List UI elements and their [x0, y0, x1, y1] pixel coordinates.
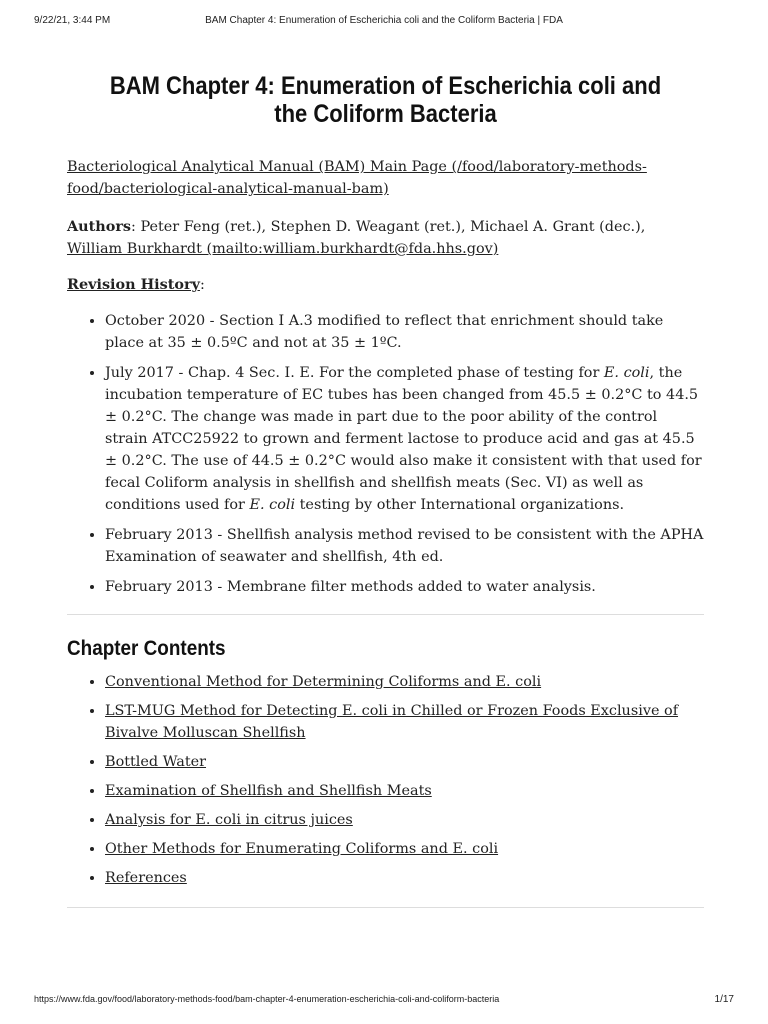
author-email-link[interactable]: William Burkhardt (mailto:william.burkhardt@fda.hhs.gov): [67, 241, 499, 257]
main-page-paragraph: [67, 156, 704, 200]
print-page-title: BAM Chapter 4: Enumeration of Escherichia coli and the Coliform Bacteria | FDA: [205, 15, 563, 26]
toc-link-citrus-juices[interactable]: Analysis for E. coli in citrus juices: [105, 812, 353, 828]
revision-text: , the incubation temperature of EC tubes has been changed from 45.5 ± 0.2°C to 44.5 ± 0.2°C. The change was made in part due to the poor ability of the control strain ATCC25922 to grown and ferment lactose to produce acid and gas at 45.5 ± 0.2°C. The use of 44.5 ± 0.2°C would also make it consistent with that used for fecal Coliform analysis in shellfish and shellfish meats (Sec. VI) as well as conditions used for: [105, 365, 702, 513]
revision-text: testing by other International organizations.: [295, 497, 625, 513]
article-content: [67, 72, 704, 908]
revision-item: [105, 362, 704, 516]
print-footer: [34, 994, 734, 1008]
print-header: [34, 15, 734, 29]
revision-emphasis: E. coli: [603, 365, 650, 381]
page-title: BAM Chapter 4: Enumeration of Escherichia coli and the Coliform Bacteria: [109, 72, 662, 128]
bam-main-page-link[interactable]: Bacteriological Analytical Manual (BAM) Main Page (/food/laboratory-methods-food/bacteriological-analytical-manual-bam): [67, 159, 647, 197]
toc-item: [105, 700, 704, 744]
print-url: https://www.fda.gov/food/laboratory-methods-food/bam-chapter-4-enumeration-escherichia-coli-and-coliform-bacteria: [34, 994, 500, 1004]
revision-history-colon: :: [199, 277, 205, 293]
revision-item: • February 2013 - Membrane filter methods added to water analysis.: [105, 576, 704, 598]
toc-link-conventional-method[interactable]: Conventional Method for Determining Coliforms and E. coli: [105, 674, 542, 690]
toc-link-references[interactable]: References: [105, 870, 187, 886]
toc-item: [105, 780, 704, 802]
toc-item: [105, 671, 704, 693]
toc-item: [105, 809, 704, 831]
toc-item: [105, 867, 704, 889]
authors-paragraph: [67, 216, 704, 260]
toc-item: [105, 751, 704, 773]
toc-link-lst-mug-method[interactable]: LST-MUG Method for Detecting E. coli in Chilled or Frozen Foods Exclusive of Bivalve Molluscan Shellfish: [105, 703, 679, 741]
section-divider: [67, 614, 704, 615]
toc-item: [105, 838, 704, 860]
toc-link-other-methods[interactable]: Other Methods for Enumerating Coliforms and E. coli: [105, 841, 499, 857]
revision-list: [67, 310, 704, 598]
print-datetime: 9/22/21, 3:44 PM: [34, 15, 111, 26]
chapter-contents-heading: Chapter Contents: [67, 637, 226, 660]
revision-item: • October 2020 - Section I A.3 modified to reflect that enrichment should take place at 35 ± 0.5ºC and not at 35 ± 1ºC.: [105, 310, 704, 354]
section-divider: [67, 907, 704, 908]
authors-label: Authors: [67, 218, 132, 235]
chapter-contents-list: [67, 671, 704, 889]
print-page-number: 1/17: [714, 994, 734, 1005]
revision-item: • February 2013 - Shellfish analysis method revised to be consistent with the APHA Examination of seawater and shellfish, 4th ed.: [105, 524, 704, 568]
authors-text: : Peter Feng (ret.), Stephen D. Weagant (ret.), Michael A. Grant (dec.),: [131, 219, 646, 235]
revision-text: July 2017 - Chap. 4 Sec. I. E. For the completed phase of testing for: [105, 365, 604, 381]
toc-link-shellfish[interactable]: Examination of Shellfish and Shellfish Meats: [105, 783, 432, 799]
toc-link-bottled-water[interactable]: Bottled Water: [105, 754, 207, 770]
revision-history-heading: Revision History: [67, 276, 200, 293]
revision-history-paragraph: [67, 274, 704, 296]
revision-emphasis: E. coli: [249, 497, 296, 513]
